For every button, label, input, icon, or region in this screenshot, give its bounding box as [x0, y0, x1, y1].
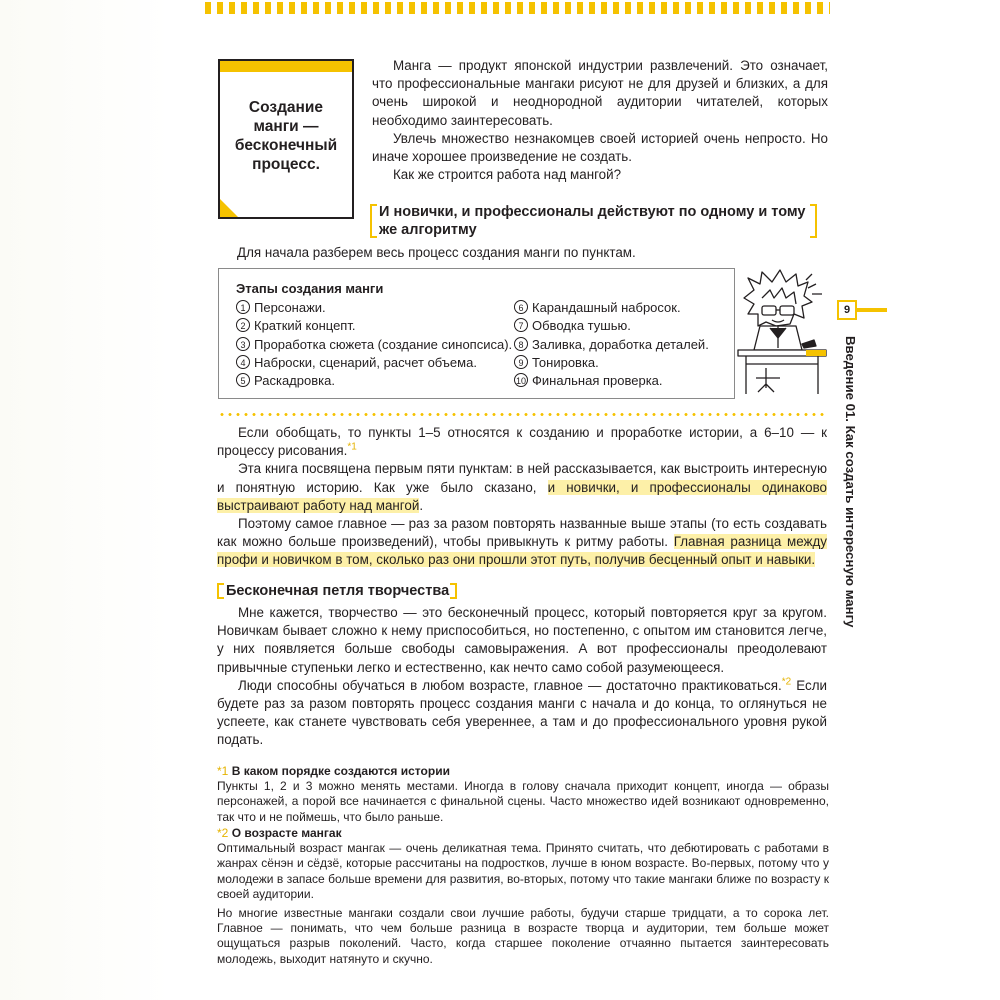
footnote-2-heading [217, 826, 829, 841]
stage-label: Персонажи. [254, 300, 326, 315]
stage-number: 7 [514, 318, 528, 332]
page-gutter [0, 0, 170, 1000]
stage-label: Наброски, сценарий, расчет объема. [254, 354, 477, 370]
stage-item [236, 317, 512, 335]
stages-column-left [236, 299, 512, 390]
section-heading-algorithm: И новички, и профессионалы действуют по одному и тому же алгоритму [370, 203, 817, 239]
footnote-ref-2[interactable]: *2 [781, 676, 792, 688]
body-paragraph-3-text: Поэтому самое главное — раз за разом повторять названные выше этапы (то есть создавать как можно больше произведений), чтобы привыкнуть к ритму работы. [217, 516, 827, 550]
highlighted-text: Главная разница между профи и новичком в том, сколько раз они прошли этот путь, получив бесценный опыт и навыки. [217, 534, 827, 568]
footnote-title: О возрасте мангак [231, 826, 342, 840]
stage-number: 3 [236, 337, 250, 351]
manga-artist-illustration [736, 268, 828, 404]
stage-item [236, 299, 512, 317]
stage-number: 6 [514, 300, 528, 314]
section2-paragraph-1: Мне кажется, творчество — это бесконечный процесс, который повторяется круг за кругом. Новичкам бывает сложно к нему приспособиться, но постепенно, с опытом им становится легче, у них появляется больше свободы самовыражения. А вот профессионалы преодолевают привычные ступеньки легко и естественно, как нечто само собой разумеющееся. [217, 605, 827, 675]
intro-paragraph-2: Увлечь множество незнакомцев своей историей очень непросто. Но иначе хорошее произведение не создать. [372, 130, 828, 165]
page-number: 9 [837, 300, 857, 320]
stage-item [236, 372, 512, 390]
dotted-divider [218, 413, 828, 416]
stage-item [514, 372, 709, 390]
stage-number: 9 [514, 355, 528, 369]
footnote-marker: *1 [217, 764, 229, 778]
body-paragraph-1-text: Если обобщать, то пункты 1–5 относятся к созданию и проработке истории, а 6–10 — к процессу рисования. [217, 425, 827, 459]
section2-text [217, 604, 827, 750]
stage-number: 4 [236, 355, 250, 369]
body-paragraph-2 [217, 460, 827, 515]
chapter-side-title: Введение 01. Как создать интересную мангу [843, 336, 858, 628]
section2-paragraph-2-end: Если будете раз за разом повторять процесс создания манги с начала и до конца, то оглянуться не успеете, как станете чувствовать себя увереннее, а там и до профессионального уровня рукой подать. [217, 677, 827, 748]
stage-item [514, 317, 709, 335]
stage-item [236, 354, 512, 372]
stage-number: 1 [236, 300, 250, 314]
stage-label: Тонировка. [532, 354, 599, 370]
sticky-note [218, 59, 354, 219]
stages-box [218, 268, 735, 399]
stage-number: 2 [236, 318, 250, 332]
highlighted-text: и новички, и профессионалы одинаково выстраивают работу над мангой [217, 479, 827, 513]
footnote-2 [217, 826, 829, 967]
section2-paragraph-2 [217, 677, 827, 750]
sticky-note-title: Создание манги — бесконечный процесс. [234, 99, 338, 173]
stage-number: 5 [236, 373, 250, 387]
top-dashed-border [205, 2, 830, 14]
body-paragraph-1 [217, 424, 827, 460]
footnote-ref-1[interactable]: *1 [347, 441, 357, 453]
sticky-note-band [220, 61, 352, 72]
footnote-2-text-2: Но многие известные мангаки создали свои лучшие работы, будучи старше тридцати, а то сорока лет. Главное — понимать, что чем больше разница в возрасте творца и аудитории, тем больше может ощущаться разрыв поколений. Часто, когда старшее поколение отчаянно пытается заинтересовать молодежь, выходит натянуто и скучно. [217, 906, 829, 966]
body-text [217, 424, 827, 570]
footnote-1 [217, 764, 829, 825]
footnote-2-text-1: Оптимальный возраст мангак — очень деликатная тема. Принято считать, что дебютировать с работами в жанрах сёнэн и сёдзё, которые рассчитаны на подростков, лучше в юном возрасте. Во-первых, потому что у молодежи в запасе больше времени для развития, во-вторых, потому что такие мангаки ближе по возрасту к своей аудитории. [217, 841, 829, 901]
page-number-tab [837, 300, 887, 320]
intro-paragraph-3: Как же строится работа над мангой? [393, 167, 622, 183]
stage-label: Проработка сюжета (создание синопсиса). [254, 336, 513, 352]
footnote-1-text: Пункты 1, 2 и 3 можно менять местами. Иногда в голову сначала приходит концепт, иногда — образы персонажей, а порой все начинается с финальной сцены. Часто множество идей возникают одновременно, так что и не поймешь, что было раньше. [217, 779, 829, 824]
stages-column-right [514, 299, 709, 390]
body-paragraph-2-text: Эта книга посвящена первым пяти пунктам: в ней рассказывается, как выстроить интересную и понятную историю. Как уже было сказано, [217, 461, 827, 495]
section2-paragraph-2-text: Люди способны обучаться в любом возрасте, главное — достаточно практиковаться. [238, 677, 782, 693]
folded-corner-icon [220, 199, 238, 217]
stage-label: Карандашный набросок. [532, 300, 681, 315]
body-paragraph-3 [217, 515, 827, 570]
stage-item [236, 336, 512, 354]
stage-number: 8 [514, 337, 528, 351]
body-paragraph-2-end: . [419, 497, 424, 513]
intro-text [372, 57, 828, 184]
stage-label: Обводка тушью. [532, 318, 631, 334]
stage-label: Краткий концепт. [254, 318, 356, 334]
footnote-marker: *2 [217, 826, 229, 840]
section-lead: Для начала разберем весь процесс создания манги по пунктам. [237, 245, 636, 260]
section-heading-infinite-loop: Бесконечная петля творчества [217, 582, 457, 600]
stage-item [514, 336, 709, 354]
stage-label: Финальная проверка. [532, 373, 663, 389]
footnote-1-heading [217, 764, 829, 779]
intro-paragraph-1: Манга — продукт японской индустрии развлечений. Это означает, что профессиональные мангаки рисуют не для друзей и близких, а для очень широкой и неоднородной аудитории читателей, которых необходимо заинтересовать. [372, 58, 828, 128]
stage-item [514, 354, 709, 372]
stage-label: Заливка, доработка деталей. [532, 336, 709, 352]
stages-title: Этапы создания манги [236, 281, 384, 296]
footnote-title: В каком порядке создаются истории [231, 764, 450, 778]
stage-item [514, 299, 709, 317]
stage-label: Раскадровка. [254, 373, 335, 389]
stage-number: 10 [514, 373, 528, 387]
